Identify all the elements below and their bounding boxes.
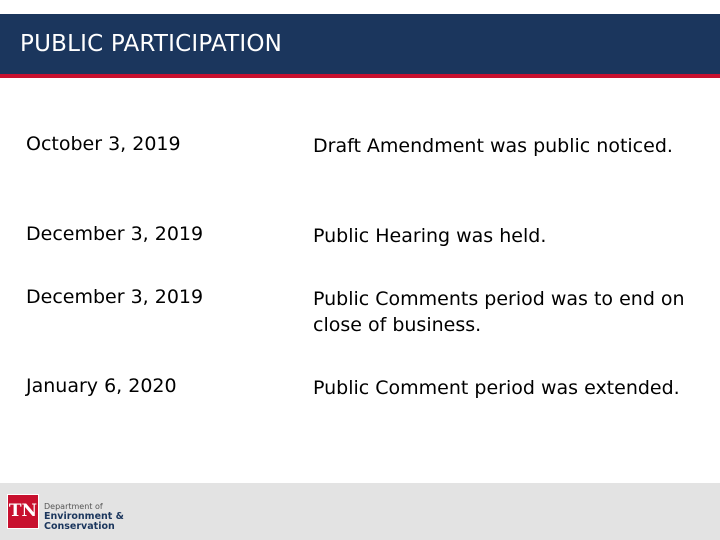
- timeline-date: October 3, 2019: [26, 133, 181, 155]
- timeline-date: January 6, 2020: [26, 375, 177, 397]
- timeline-description: Draft Amendment was public noticed.: [313, 135, 673, 157]
- logo-line-department: Department of: [44, 502, 103, 511]
- logo-line-conservation: Conservation: [44, 521, 115, 532]
- timeline-description: Public Comments period was to end on close of business.: [313, 288, 685, 336]
- timeline-date: December 3, 2019: [26, 223, 204, 245]
- logo-line-environment: Environment &: [44, 511, 124, 522]
- timeline-description: Public Hearing was held.: [313, 225, 547, 247]
- timeline-description: Public Comment period was extended.: [313, 377, 680, 399]
- slide-title: PUBLIC PARTICIPATION: [20, 31, 283, 57]
- title-bar: [0, 14, 720, 78]
- timeline-date: December 3, 2019: [26, 286, 204, 308]
- tn-logo-mark: TN: [7, 494, 39, 529]
- department-logo-text: [44, 502, 124, 532]
